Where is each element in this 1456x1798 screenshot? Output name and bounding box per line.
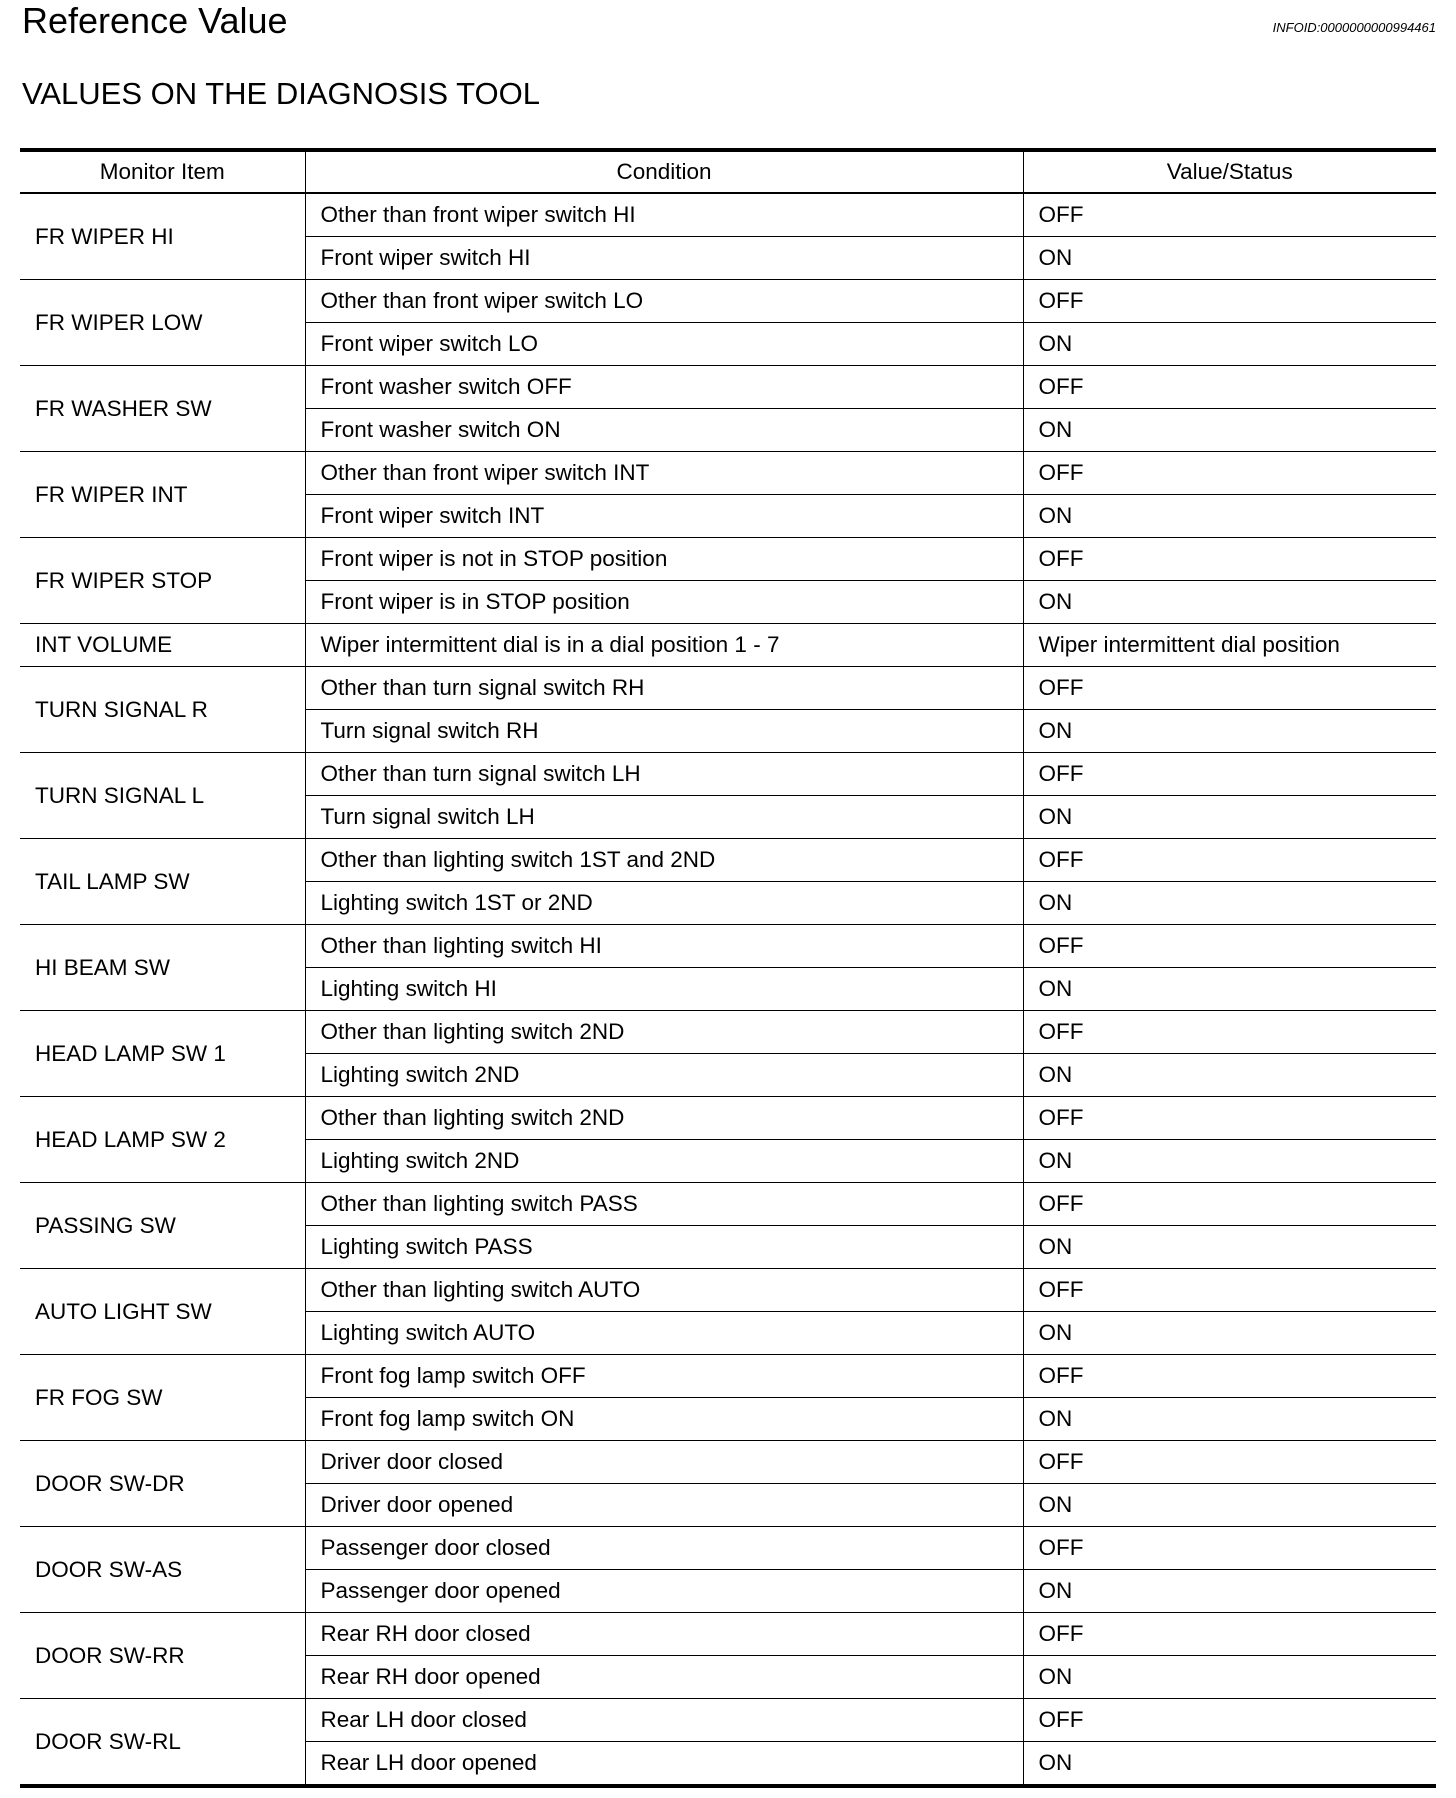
table-row bbox=[20, 1699, 1436, 1742]
value-status-cell: OFF bbox=[1023, 1355, 1436, 1398]
condition-cell: Rear RH door opened bbox=[305, 1656, 1023, 1699]
condition-cell: Turn signal switch LH bbox=[305, 796, 1023, 839]
value-status-cell: ON bbox=[1023, 1742, 1436, 1787]
value-status-cell: OFF bbox=[1023, 1183, 1436, 1226]
value-status-cell: OFF bbox=[1023, 1441, 1436, 1484]
table-row bbox=[20, 1011, 1436, 1054]
monitor-item-cell: DOOR SW-RR bbox=[20, 1613, 305, 1699]
condition-cell: Lighting switch 2ND bbox=[305, 1054, 1023, 1097]
condition-cell: Other than lighting switch PASS bbox=[305, 1183, 1023, 1226]
monitor-item-cell: FR WIPER INT bbox=[20, 452, 305, 538]
monitor-item-cell: DOOR SW-RL bbox=[20, 1699, 305, 1787]
value-status-cell: ON bbox=[1023, 1226, 1436, 1269]
condition-cell: Other than lighting switch 2ND bbox=[305, 1097, 1023, 1140]
value-status-cell: OFF bbox=[1023, 452, 1436, 495]
value-status-cell: ON bbox=[1023, 237, 1436, 280]
value-status-cell: Wiper intermittent dial position bbox=[1023, 624, 1436, 667]
table-row bbox=[20, 839, 1436, 882]
condition-cell: Rear RH door closed bbox=[305, 1613, 1023, 1656]
value-status-cell: ON bbox=[1023, 323, 1436, 366]
condition-cell: Other than turn signal switch LH bbox=[305, 753, 1023, 796]
condition-cell: Lighting switch 2ND bbox=[305, 1140, 1023, 1183]
condition-cell: Other than turn signal switch RH bbox=[305, 667, 1023, 710]
condition-cell: Front wiper switch LO bbox=[305, 323, 1023, 366]
condition-cell: Front wiper is not in STOP position bbox=[305, 538, 1023, 581]
value-status-cell: ON bbox=[1023, 1484, 1436, 1527]
value-status-cell: ON bbox=[1023, 1398, 1436, 1441]
monitor-item-cell: HEAD LAMP SW 1 bbox=[20, 1011, 305, 1097]
value-status-cell: OFF bbox=[1023, 280, 1436, 323]
value-status-cell: ON bbox=[1023, 968, 1436, 1011]
table-row bbox=[20, 1183, 1436, 1226]
table-row bbox=[20, 667, 1436, 710]
value-status-cell: OFF bbox=[1023, 1269, 1436, 1312]
value-status-cell: ON bbox=[1023, 581, 1436, 624]
value-status-cell: OFF bbox=[1023, 538, 1436, 581]
value-status-cell: ON bbox=[1023, 1312, 1436, 1355]
condition-cell: Turn signal switch RH bbox=[305, 710, 1023, 753]
condition-cell: Other than lighting switch 2ND bbox=[305, 1011, 1023, 1054]
condition-cell: Front wiper is in STOP position bbox=[305, 581, 1023, 624]
header-value-status: Value/Status bbox=[1023, 150, 1436, 193]
value-status-cell: OFF bbox=[1023, 839, 1436, 882]
value-status-cell: OFF bbox=[1023, 1699, 1436, 1742]
condition-cell: Front wiper switch INT bbox=[305, 495, 1023, 538]
value-status-cell: OFF bbox=[1023, 753, 1436, 796]
condition-cell: Rear LH door closed bbox=[305, 1699, 1023, 1742]
condition-cell: Front fog lamp switch ON bbox=[305, 1398, 1023, 1441]
value-status-cell: OFF bbox=[1023, 667, 1436, 710]
condition-cell: Lighting switch HI bbox=[305, 968, 1023, 1011]
table-row bbox=[20, 1355, 1436, 1398]
monitor-item-cell: AUTO LIGHT SW bbox=[20, 1269, 305, 1355]
condition-cell: Other than lighting switch AUTO bbox=[305, 1269, 1023, 1312]
condition-cell: Other than front wiper switch HI bbox=[305, 193, 1023, 237]
condition-cell: Front washer switch OFF bbox=[305, 366, 1023, 409]
monitor-item-cell: DOOR SW-AS bbox=[20, 1527, 305, 1613]
table-row bbox=[20, 280, 1436, 323]
condition-cell: Front fog lamp switch OFF bbox=[305, 1355, 1023, 1398]
monitor-item-cell: FR WIPER STOP bbox=[20, 538, 305, 624]
info-id: INFOID:0000000000994461 bbox=[1272, 20, 1436, 35]
monitor-item-cell: HI BEAM SW bbox=[20, 925, 305, 1011]
table-row bbox=[20, 1269, 1436, 1312]
table-row bbox=[20, 1527, 1436, 1570]
table-row bbox=[20, 452, 1436, 495]
monitor-item-cell: HEAD LAMP SW 2 bbox=[20, 1097, 305, 1183]
table-row bbox=[20, 1097, 1436, 1140]
value-status-cell: ON bbox=[1023, 882, 1436, 925]
monitor-item-cell: DOOR SW-DR bbox=[20, 1441, 305, 1527]
monitor-item-cell: FR WASHER SW bbox=[20, 366, 305, 452]
value-status-cell: OFF bbox=[1023, 1527, 1436, 1570]
condition-cell: Front washer switch ON bbox=[305, 409, 1023, 452]
page-title: Reference Value bbox=[22, 0, 288, 41]
condition-cell: Other than lighting switch HI bbox=[305, 925, 1023, 968]
value-status-cell: OFF bbox=[1023, 366, 1436, 409]
section-title: VALUES ON THE DIAGNOSIS TOOL bbox=[22, 76, 540, 111]
table-row bbox=[20, 538, 1436, 581]
table-row bbox=[20, 753, 1436, 796]
condition-cell: Other than lighting switch 1ST and 2ND bbox=[305, 839, 1023, 882]
condition-cell: Passenger door opened bbox=[305, 1570, 1023, 1613]
condition-cell: Driver door closed bbox=[305, 1441, 1023, 1484]
table-header-row bbox=[20, 150, 1436, 193]
monitor-item-cell: PASSING SW bbox=[20, 1183, 305, 1269]
condition-cell: Rear LH door opened bbox=[305, 1742, 1023, 1787]
value-status-cell: ON bbox=[1023, 495, 1436, 538]
header-monitor-item: Monitor Item bbox=[20, 150, 305, 193]
table-row bbox=[20, 925, 1436, 968]
monitor-item-cell: TAIL LAMP SW bbox=[20, 839, 305, 925]
table-row bbox=[20, 193, 1436, 237]
monitor-item-cell: TURN SIGNAL L bbox=[20, 753, 305, 839]
table-row bbox=[20, 624, 1436, 667]
condition-cell: Passenger door closed bbox=[305, 1527, 1023, 1570]
value-status-cell: OFF bbox=[1023, 925, 1436, 968]
monitor-item-cell: FR WIPER HI bbox=[20, 193, 305, 280]
condition-cell: Wiper intermittent dial is in a dial position 1 - 7 bbox=[305, 624, 1023, 667]
value-status-cell: ON bbox=[1023, 796, 1436, 839]
condition-cell: Front wiper switch HI bbox=[305, 237, 1023, 280]
table-row bbox=[20, 1441, 1436, 1484]
condition-cell: Lighting switch 1ST or 2ND bbox=[305, 882, 1023, 925]
monitor-item-cell: TURN SIGNAL R bbox=[20, 667, 305, 753]
value-status-cell: OFF bbox=[1023, 1613, 1436, 1656]
value-status-cell: ON bbox=[1023, 710, 1436, 753]
value-status-cell: ON bbox=[1023, 1140, 1436, 1183]
table-body bbox=[20, 193, 1436, 1786]
table-row bbox=[20, 366, 1436, 409]
value-status-cell: ON bbox=[1023, 1656, 1436, 1699]
header-condition: Condition bbox=[305, 150, 1023, 193]
condition-cell: Lighting switch AUTO bbox=[305, 1312, 1023, 1355]
value-status-cell: ON bbox=[1023, 1570, 1436, 1613]
condition-cell: Lighting switch PASS bbox=[305, 1226, 1023, 1269]
value-status-cell: OFF bbox=[1023, 1097, 1436, 1140]
condition-cell: Driver door opened bbox=[305, 1484, 1023, 1527]
value-status-cell: OFF bbox=[1023, 1011, 1436, 1054]
monitor-item-cell: FR WIPER LOW bbox=[20, 280, 305, 366]
monitor-item-cell: FR FOG SW bbox=[20, 1355, 305, 1441]
value-status-cell: ON bbox=[1023, 1054, 1436, 1097]
condition-cell: Other than front wiper switch INT bbox=[305, 452, 1023, 495]
value-status-cell: ON bbox=[1023, 409, 1436, 452]
monitor-item-cell: INT VOLUME bbox=[20, 624, 305, 667]
reference-value-table bbox=[20, 148, 1436, 1788]
value-status-cell: OFF bbox=[1023, 193, 1436, 237]
table-row bbox=[20, 1613, 1436, 1656]
condition-cell: Other than front wiper switch LO bbox=[305, 280, 1023, 323]
